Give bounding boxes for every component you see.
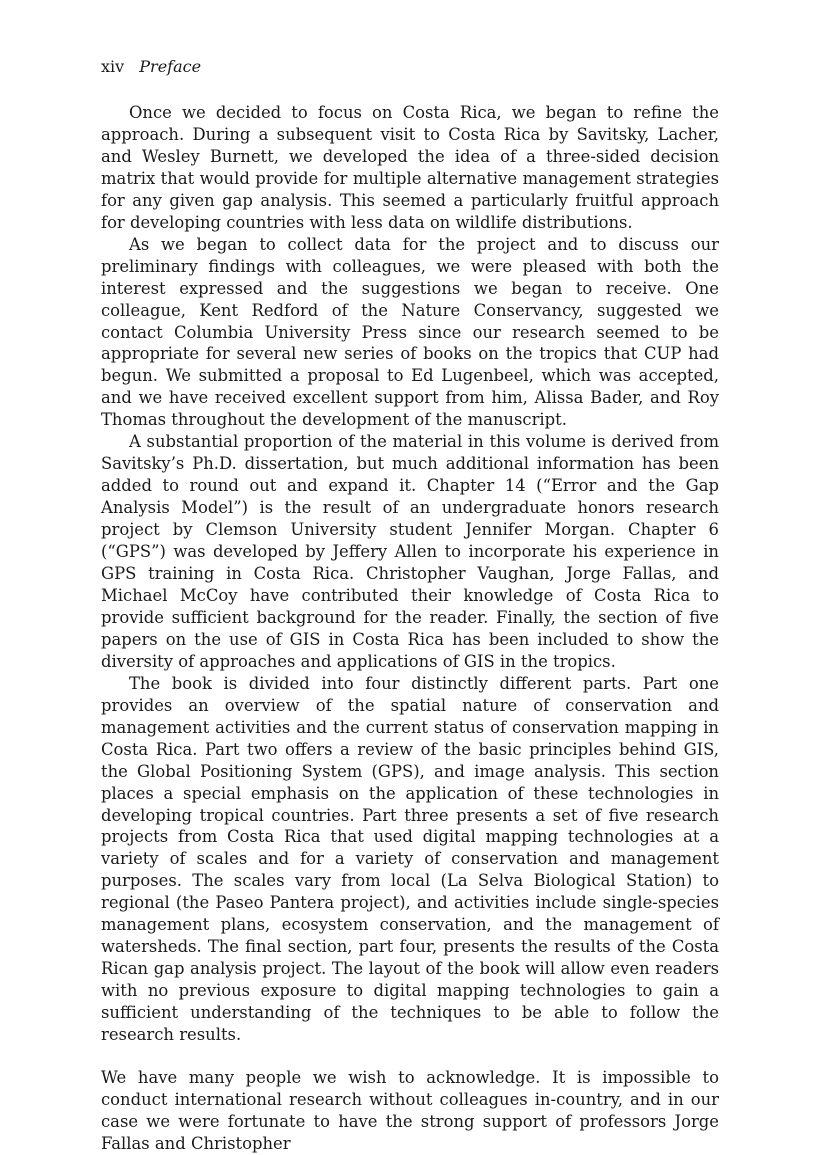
page-number: xiv bbox=[101, 57, 125, 76]
paragraph-costa-rica-approach: Once we decided to focus on Costa Rica, we began to refine the approach. During a subsequent visit to Costa Rica by Savitsky, Lacher, and Wesley Burnett, we developed the idea of a three-sided decision matrix that would provide for multiple alternative management strategies for any given gap analysis. This seemed a particularly fruitful approach for developing countries with less data on wildlife distributions. bbox=[101, 103, 719, 232]
running-head-title: Preface bbox=[139, 57, 202, 76]
paragraph-book-structure: The book is divided into four distinctly different parts. Part one provides an overview of the spatial nature of conservation and management activities and the current status of conservation mapping in Costa Rica. Part two offers a review of the basic principles behind GIS, the Global Positioning System (GPS), and image analysis. This section places a special emphasis on the application of these technologies in developing tropical countries. Part three presents a set of five research projects from Costa Rica that used digital mapping technologies at a variety of scales and for a variety of conservation and management purposes. The scales vary from local (La Selva Biological Station) to regional (the Paseo Pantera project), and activities include single-species management plans, ecosystem conservation, and the management of watersheds. The final section, part four, presents the results of the Costa Rican gap analysis project. The layout of the book will allow even readers with no previous exposure to digital mapping technologies to gain a sufficient understanding of the techniques to be able to follow the research results. bbox=[101, 673, 719, 1045]
paragraph-material-sources: A substantial proportion of the material in this volume is derived from Savitsky’s Ph.D. dissertation, but much additional information has been added to round out and expand it. Chapter 14 (“Error and the Gap Analysis Model”) is the result of an undergraduate honors research project by Clemson University student Jennifer Morgan. Chapter 6 (“GPS”) was developed by Jeffery Allen to incorporate his experience in GPS training in Costa Rica. Christopher Vaughan, Jorge Fallas, and Michael McCoy have contributed their knowledge of Costa Rica to provide sufficient background for the reader. Finally, the section of five papers on the use of GIS in Costa Rica has been included to show the diversity of approaches and applications of GIS in the tropics. bbox=[101, 432, 719, 671]
running-head bbox=[101, 56, 201, 78]
paragraph-acknowledgments: We have many people we wish to acknowledge. It is impossible to conduct international research without colleagues in-country, and in our case we were fortunate to have the strong support of professors Jorge Fallas and Christopher bbox=[101, 1067, 719, 1153]
body-text bbox=[101, 102, 719, 1155]
paragraph-data-collection: As we began to collect data for the project and to discuss our preliminary findings with colleagues, we were pleased with both the interest expressed and the suggestions we began to receive. One colleague, Kent Redford of the Nature Conservancy, suggested we contact Columbia University Press since our research seemed to be appropriate for several new series of books on the tropics that CUP had begun. We submitted a proposal to Ed Lugenbeel, which was accepted, and we have received excellent support from him, Alissa Bader, and Roy Thomas throughout the development of the manuscript. bbox=[101, 234, 719, 430]
